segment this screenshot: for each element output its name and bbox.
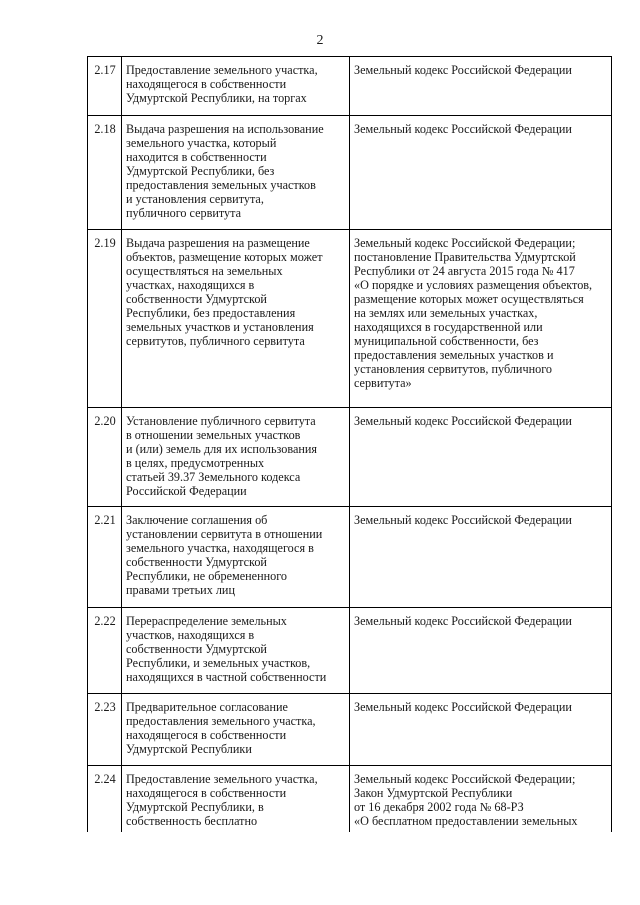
service-name: Установление публичного сервитута в отношении земельных участков и (или) земель для их использования в целях, предусмотренных статьей 39.37 Земельного кодекса Российской Федерации bbox=[122, 408, 350, 507]
row-number: 2.19 bbox=[88, 230, 122, 408]
table-row bbox=[88, 608, 612, 694]
service-name: Предоставление земельного участка, находящегося в собственности Удмуртской Республики, на торгах bbox=[122, 57, 350, 116]
services-table bbox=[87, 56, 612, 832]
page-number: 2 bbox=[316, 33, 324, 48]
legal-basis: Земельный кодекс Российской Федерации bbox=[350, 408, 612, 507]
row-number: 2.21 bbox=[88, 507, 122, 608]
table-row bbox=[88, 766, 612, 832]
legal-basis: Земельный кодекс Российской Федерации bbox=[350, 116, 612, 230]
service-name: Перераспределение земельных участков, находящихся в собственности Удмуртской Республики, и земельных участков, находящихся в частной собственности bbox=[122, 608, 350, 694]
legal-basis: Земельный кодекс Российской Федерации; Закон Удмуртской Республики от 16 декабря 2002 года № 68-РЗ «О бесплатном предоставлении земельных bbox=[350, 766, 612, 832]
table-row bbox=[88, 408, 612, 507]
row-number: 2.23 bbox=[88, 694, 122, 766]
legal-basis: Земельный кодекс Российской Федерации bbox=[350, 57, 612, 116]
legal-basis: Земельный кодекс Российской Федерации bbox=[350, 694, 612, 766]
service-name: Выдача разрешения на использование земельного участка, который находится в собственности Удмуртской Республики, без предоставления земельных участков и установления сервитута, публичного сервитута bbox=[122, 116, 350, 230]
table-row bbox=[88, 230, 612, 408]
row-number: 2.22 bbox=[88, 608, 122, 694]
table-row bbox=[88, 507, 612, 608]
legal-basis: Земельный кодекс Российской Федерации; постановление Правительства Удмуртской Республики от 24 августа 2015 года № 417 «О порядке и условиях размещения объектов, размещение которых может осуществляться на землях или земельных участках, находящихся в государственной или муниципальной собственности, без предоставления земельных участков и установления сервитутов, публичного сервитута» bbox=[350, 230, 612, 408]
service-name: Заключение соглашения об установлении сервитута в отношении земельного участка, находящегося в собственности Удмуртской Республики, не обремененного правами третьих лиц bbox=[122, 507, 350, 608]
table-row bbox=[88, 694, 612, 766]
legal-basis: Земельный кодекс Российской Федерации bbox=[350, 608, 612, 694]
row-number: 2.20 bbox=[88, 408, 122, 507]
service-name: Предварительное согласование предоставления земельного участка, находящегося в собственности Удмуртской Республики bbox=[122, 694, 350, 766]
table-row bbox=[88, 116, 612, 230]
row-number: 2.24 bbox=[88, 766, 122, 832]
table-row bbox=[88, 57, 612, 116]
service-name: Выдача разрешения на размещение объектов, размещение которых может осуществляться на земельных участках, находящихся в собственности Удмуртской Республики, без предоставления земельных участков и установления сервитутов, публичного сервитута bbox=[122, 230, 350, 408]
legal-basis: Земельный кодекс Российской Федерации bbox=[350, 507, 612, 608]
row-number: 2.18 bbox=[88, 116, 122, 230]
row-number: 2.17 bbox=[88, 57, 122, 116]
service-name: Предоставление земельного участка, находящегося в собственности Удмуртской Республики, в собственность бесплатно bbox=[122, 766, 350, 832]
